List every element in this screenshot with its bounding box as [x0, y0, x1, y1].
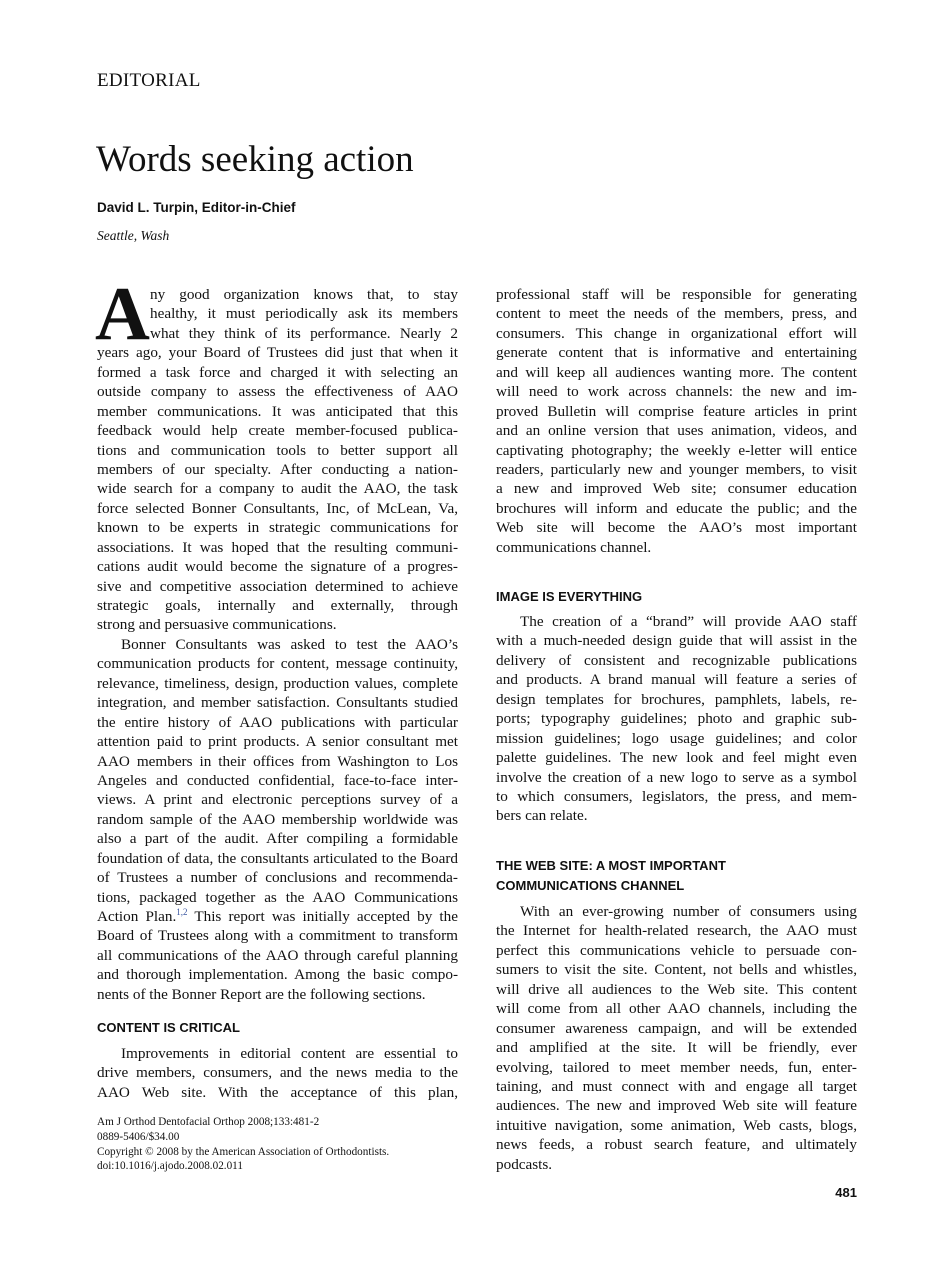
text-line: also a part of the audit. After compiling a formidable [97, 830, 458, 848]
text-line: news feeds, a robust search feature, and ultimately [496, 1136, 857, 1154]
text-line: random sample of the AAO membership worldwide was [97, 810, 458, 828]
right-column-body-1 [496, 285, 857, 557]
text-line: AAO members in their offices from Washington to Los [97, 752, 458, 770]
author: David L. Turpin, Editor-in-Chief [97, 200, 296, 215]
text-line: the Internet for health-related research, the AAO must [496, 922, 857, 940]
text-line: will drive all audiences to the Web site. This content [496, 980, 857, 998]
text-line: captivating photography; the weekly e-letter will entice [496, 441, 857, 459]
text-line: ports; typography guidelines; photo and graphic sub- [496, 710, 857, 728]
text-line: and an online version that uses animation, videos, and [496, 422, 857, 440]
text-line: will need to work across channels: the new and im- [496, 383, 857, 401]
right-column-body-2 [496, 612, 857, 826]
text-line: of Trustees a number of conclusions and recommenda- [97, 869, 458, 887]
text-line: Board of Trustees along with a commitment to transform [97, 927, 458, 945]
paragraph [97, 635, 458, 907]
text-line: proved Bulletin will comprise feature articles in print [496, 402, 857, 420]
text-line: design templates for brochures, pamphlets, labels, re- [496, 690, 857, 708]
text-line: professional staff will be responsible for generating [496, 286, 857, 303]
journal-citation: Am J Orthod Dentofacial Orthop 2008;133:481-2 [97, 1116, 320, 1128]
text-line: strong and persuasive communications. [97, 616, 337, 634]
paragraph [496, 285, 857, 557]
text-line: Bonner Consultants was asked to test the AAO’s [121, 635, 458, 653]
text-line: years ago, your Board of Trustees did just that when it [97, 344, 458, 362]
text-line: audiences. The new and improved Web site will feature [496, 1097, 857, 1115]
text-line: intuitive navigation, some animation, Web casts, blogs, [496, 1116, 857, 1134]
right-column-body-3 [496, 902, 857, 1174]
text-line: tions and communication tools to better support all [97, 441, 458, 459]
heading-line: COMMUNICATIONS CHANNEL [496, 877, 685, 893]
text-line: taining, and must connect with and engage all target [496, 1077, 857, 1095]
text-line: and thorough implementation. Among the basic compo- [97, 966, 458, 984]
text-line: will come from all other AAO channels, including the [496, 1000, 857, 1018]
text-line: attention paid to print products. A senior consultant met [97, 733, 458, 751]
text-line: readers, particularly new and younger members, to visit [496, 460, 857, 478]
text-line: associations. It was hoped that the resulting communi- [97, 538, 458, 556]
text-line: the entire history of AAO publications with particular [97, 713, 458, 731]
text-line: a new and improved Web site; consumer education [496, 480, 857, 498]
text-line: generate content that is informative and entertaining [496, 344, 857, 362]
article-title: Words seeking action [96, 139, 414, 180]
text-line: member communications. It was anticipated that this [97, 402, 458, 420]
text-line: and amplified at the site. It will be friendly, ever [496, 1039, 857, 1057]
text-line: to which consumers, legislators, the press, and mem- [496, 787, 857, 805]
page-number: 481 [835, 1185, 857, 1200]
text-line: ny good organization knows that, to stay [150, 286, 458, 303]
text-line: drive members, consumers, and the news media to the [97, 1064, 458, 1082]
text-line: consumer awareness campaign, and will be extended [496, 1019, 857, 1037]
text-line: known to be experts in strategic communications for [97, 519, 458, 537]
text-line: and products. A brand manual will feature a series of [496, 671, 857, 689]
text-line: wide search for a company to audit the AAO, the task [97, 480, 458, 498]
text-line: mission guidelines; logo usage guidelines; and color [496, 729, 857, 747]
paragraph [496, 902, 857, 1174]
text-line: strategic goals, internally and externally, through [97, 597, 458, 614]
text-line: communication products for content, message continuity, [97, 655, 458, 673]
text-line: With an ever-growing number of consumers using [520, 903, 857, 920]
text-line: Improvements in editorial content are essential to [121, 1045, 458, 1062]
text-line: palette guidelines. The new look and feel might even [496, 749, 857, 767]
issn-price: 0889-5406/$34.00 [97, 1130, 180, 1143]
doi[interactable]: doi:10.1016/j.ajodo.2008.02.011 [97, 1160, 243, 1173]
text-line: force selected Bonner Consultants, Inc, of McLean, Va, [97, 499, 458, 517]
drop-cap: A [95, 272, 150, 356]
paragraph [496, 612, 857, 826]
affiliation: Seattle, Wash [97, 228, 170, 243]
text-line: Web site will become the AAO’s most important [496, 519, 857, 537]
heading-line: THE WEB SITE: A MOST IMPORTANT [496, 858, 726, 873]
text-line: bers can relate. [496, 807, 588, 825]
left-column-body-2 [97, 1044, 458, 1102]
text-line: sumers to visit the site. Content, not bells and whistles, [496, 961, 857, 979]
text-line: all communications of the AAO through careful planning [97, 946, 458, 964]
text: This report was initially accepted by the [187, 908, 458, 925]
paragraph [97, 1044, 458, 1102]
text-line: formed a task force and charged it with selecting an [97, 363, 458, 381]
text-line: healthy, it must periodically ask its members [150, 305, 458, 323]
section-heading: IMAGE IS EVERYTHING [496, 589, 643, 604]
copyright: Copyright © 2008 by the American Association of Orthodontists. [97, 1145, 390, 1158]
left-column-body-1 [97, 285, 458, 1004]
text-line: with a much-needed design guide that will assist in the [496, 632, 857, 650]
citation-link[interactable]: 1,2 [176, 906, 188, 917]
text-line-with-citation [97, 907, 458, 926]
text-line: foundation of data, the consultants articulated to the Board [97, 849, 458, 867]
text-line: The creation of a “brand” will provide AAO staff [520, 613, 857, 630]
text-line: and will keep all audiences wanting more. The content [496, 363, 857, 381]
text-line: content to meet the needs of the members, press, and [496, 305, 857, 323]
text-line: cations audit would become the signature of a progres- [97, 558, 458, 576]
text-line: involve the creation of a new logo to serve as a symbol [496, 768, 857, 786]
paragraph [97, 285, 458, 635]
section-heading [496, 856, 857, 895]
text-line: consumers. This change in organizational effort will [496, 324, 857, 342]
paragraph [97, 926, 458, 1004]
text-line: outside company to assess the effectiveness of AAO [97, 383, 458, 401]
text-line: integration, and member satisfaction. Consultants studied [97, 694, 458, 712]
text-line: communications channel. [496, 538, 652, 556]
text-line: perfect this communications vehicle to persuade con- [496, 941, 857, 959]
text-line: Angeles and conducted confidential, face-to-face inter- [97, 771, 458, 789]
text-line: nents of the Bonner Report are the following sections. [97, 985, 426, 1003]
text-line: delivery of consistent and recognizable publications [496, 651, 857, 669]
text-line: members of our specialty. After conducting a nation- [97, 460, 458, 478]
text-line: views. A print and electronic perceptions survey of a [97, 791, 458, 809]
text-line: what they think of its performance. Nearly 2 [150, 324, 458, 342]
text: Action Plan. [97, 908, 177, 925]
text-line: feedback would help create member-focused publica- [97, 422, 458, 440]
text-line: tions, packaged together as the AAO Communications [97, 888, 458, 906]
text-line: AAO Web site. With the acceptance of this plan, [97, 1083, 458, 1101]
citation-footer [97, 1115, 389, 1174]
section-label: EDITORIAL [97, 70, 201, 91]
section-heading: CONTENT IS CRITICAL [97, 1020, 240, 1035]
text-line: sive and competitive association determined to achieve [97, 577, 458, 595]
text-line: relevance, timeliness, design, production values, complete [97, 674, 458, 692]
text-line: podcasts. [496, 1155, 553, 1173]
text-line: evolving, tailored to meet member needs, fun, enter- [496, 1058, 857, 1076]
text-line: brochures will inform and educate the public; and the [496, 499, 857, 517]
